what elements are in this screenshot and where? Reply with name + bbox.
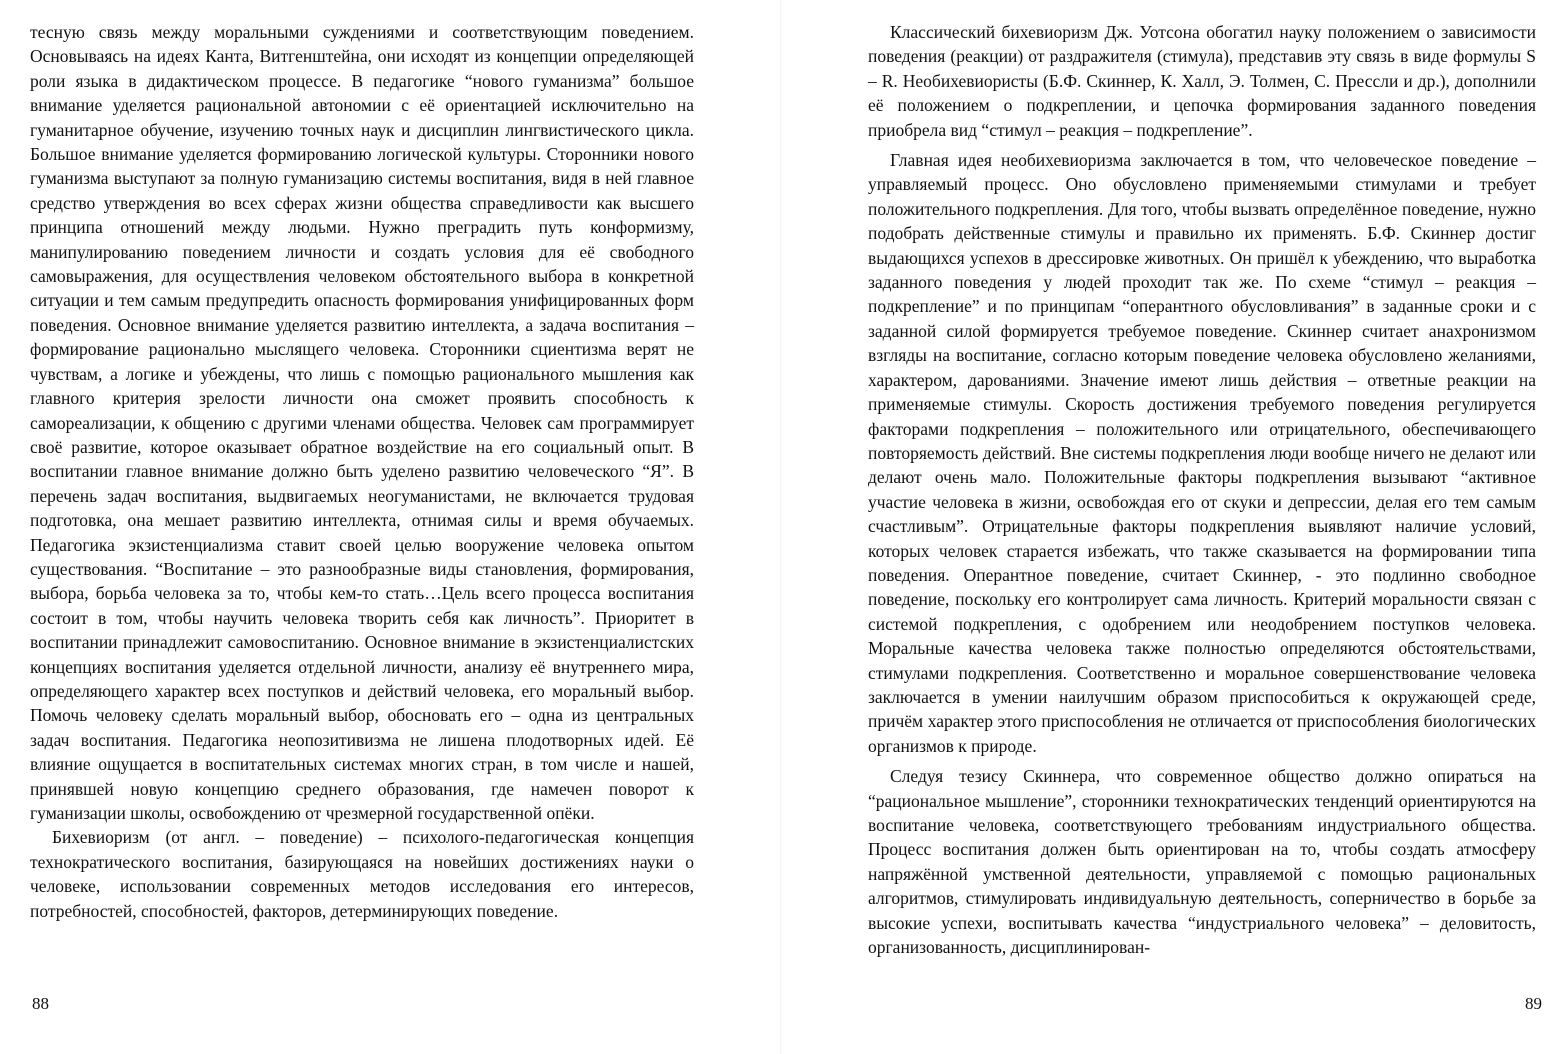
- right-page-text: [868, 20, 1536, 959]
- paragraph: Классический бихевиоризм Дж. Уотсона обогатил науку положением о зависимости поведения (реакции) от раздражителя (стимула), представив эту связь в виде формулы S – R. Необихевиористы (Б.Ф. Скиннер, К. Халл, Э. Толмен, С. Прессли и др.), дополнили её положением о подкреплении, и цепочка формирования заданного поведения приобрела вид “стимул – реакция – подкрепление”.: [868, 22, 1536, 140]
- left-page-text: [30, 20, 694, 923]
- paragraph: Бихевиоризм (от англ. – поведение) – психолого-педагогическая концепция технократического воспитания, базирующаяся на новейших достижениях науки о человеке, использовании современных методов исследования его интересов, потребностей, способностей, факторов, детерминирующих поведение.: [30, 827, 694, 921]
- page-number-left: 88: [32, 994, 49, 1013]
- page-number-right: 89: [1525, 994, 1542, 1013]
- paragraph: Следуя тезису Скиннера, что современное общество должно опираться на “рациональное мышление”, сторонники технократических тенденций ориентируются на воспитание человека, соответствующего требованиям индустриального общества. Процесс воспитания должен быть ориентирован на то, чтобы создать атмосферу напряжённой умственной деятельности, управляемой с помощью рациональных алгоритмов, стимулировать индивидуальную деятельность, соперничество в борьбе за высокие успехи, воспитывать качества “индустриального человека” – деловитость, организованность, дисциплинирован-: [868, 766, 1536, 958]
- right-page: [781, 0, 1562, 1054]
- paragraph: Главная идея необихевиоризма заключается в том, что человеческое поведение – управляемый процесс. Оно обусловлено применяемыми стимулами и требует положительного подкрепления. Для того, чтобы вызвать определённое поведение, нужно подобрать действенные стимулы и правильно их применять. Б.Ф. Скиннер достиг выдающихся успехов в дрессировке животных. Он пришёл к убеждению, что выработка заданного поведения у людей проходит так же. По схеме “стимул – реакция – подкрепление” и по принципам “оперантного обусловливания” в заданные сроки и с заданной силой формируется требуемое поведение. Скиннер считает анахронизмом взгляды на воспитание, согласно которым поведение человека обусловлено желаниями, характером, дарованиями. Значение имеют лишь действия – ответные реакции на применяемые стимулы. Скорость достижения требуемого поведения регулируется факторами подкрепления – положительного или отрицательного, обеспечивающего повторяемость действий. Вне системы подкрепления люди вообще ничего не делают или делают очень мало. Положительные факторы подкрепления вызывают “активное участие человека в жизни, освобождая его от скуки и депрессии, делая его тем самым счастливым”. Отрицательные факторы подкрепления выявляют наличие условий, которых человек старается избежать, что также сказывается на формировании типа поведения. Оперантное поведение, считает Скиннер, - это подлинно свободное поведение, поскольку его контролирует сама личность. Критерий моральности связан с системой подкрепления, с одобрением или неодобрением поступков человека. Моральные качества человека также полностью определяются обстоятельствами, стимулами подкрепления. Соответственно и моральное совершенствование человека заключается в умении наилучшим образом приспособиться к окружающей среде, причём характер этого приспособления не отличается от приспособления биологических организмов к природе.: [868, 150, 1536, 756]
- paragraph: тесную связь между моральными суждениями и соответствующим поведением. Основываясь на идеях Канта, Витгенштейна, они исходят из концепции определяющей роли языка в дидактическом процессе. В педагогике “нового гуманизма” большое внимание уделяется рациональной автономии с её ориентацией исключительно на гуманитарное обучение, изучению точных наук и дисциплин лингвистического цикла. Большое внимание уделяется формированию логической культуры. Сторонники нового гуманизма выступают за полную гуманизацию системы воспитания, видя в ней главное средство утверждения во всех сферах жизни общества справедливости как высшего принципа отношений между людьми. Нужно преградить путь конформизму, манипулированию поведением личности и создать условия для её свободного самовыражения, для осуществления человеком обстоятельного выбора в конкретной ситуации и тем самым предупредить опасность формирования унифицированных форм поведения. Основное внимание уделяется развитию интеллекта, а задача воспитания – формирование рационально мыслящего человека. Сторонники сциентизма верят не чувствам, а логике и убеждены, что лишь с помощью рационального мышления как главного критерия зрелости личности она сможет проявить способность к самореализации, к общению с другими членами общества. Человек сам программирует своё развитие, которое оказывает обратное воздействие на его социальный опыт. В воспитании главное внимание должно быть уделено развитию человеческого “Я”. В перечень задач воспитания, выдвигаемых неогуманистами, не включается трудовая подготовка, она мешает развитию интеллекта, отнимая силы и время обучаемых. Педагогика экзистенциализма ставит своей целью вооружение человека опытом существования. “Воспитание – это разнообразные виды становления, формирования, выбора, борьба человека за то, чтобы кем-то стать…Цель всего процесса воспитания состоит в том, чтобы научить человека творить себя как личность”. Приоритет в воспитании принадлежит самовоспитанию. Основное внимание в экзистенциалистских концепциях воспитания уделяется отдельной личности, анализу её внутреннего мира, определяющего характер всех поступков и действий человека, его моральный выбор. Помочь человеку сделать моральный выбор, обосновать его – одна из центральных задач воспитания. Педагогика неопозитивизма не лишена плодотворных идей. Её влияние ощущается в воспитательных системах многих стран, в том числе и нашей, принявшей новую концепцию среднего образования, где намечен поворот к гуманизации школы, освобождению от чрезмерной государственной опёки.: [30, 22, 694, 823]
